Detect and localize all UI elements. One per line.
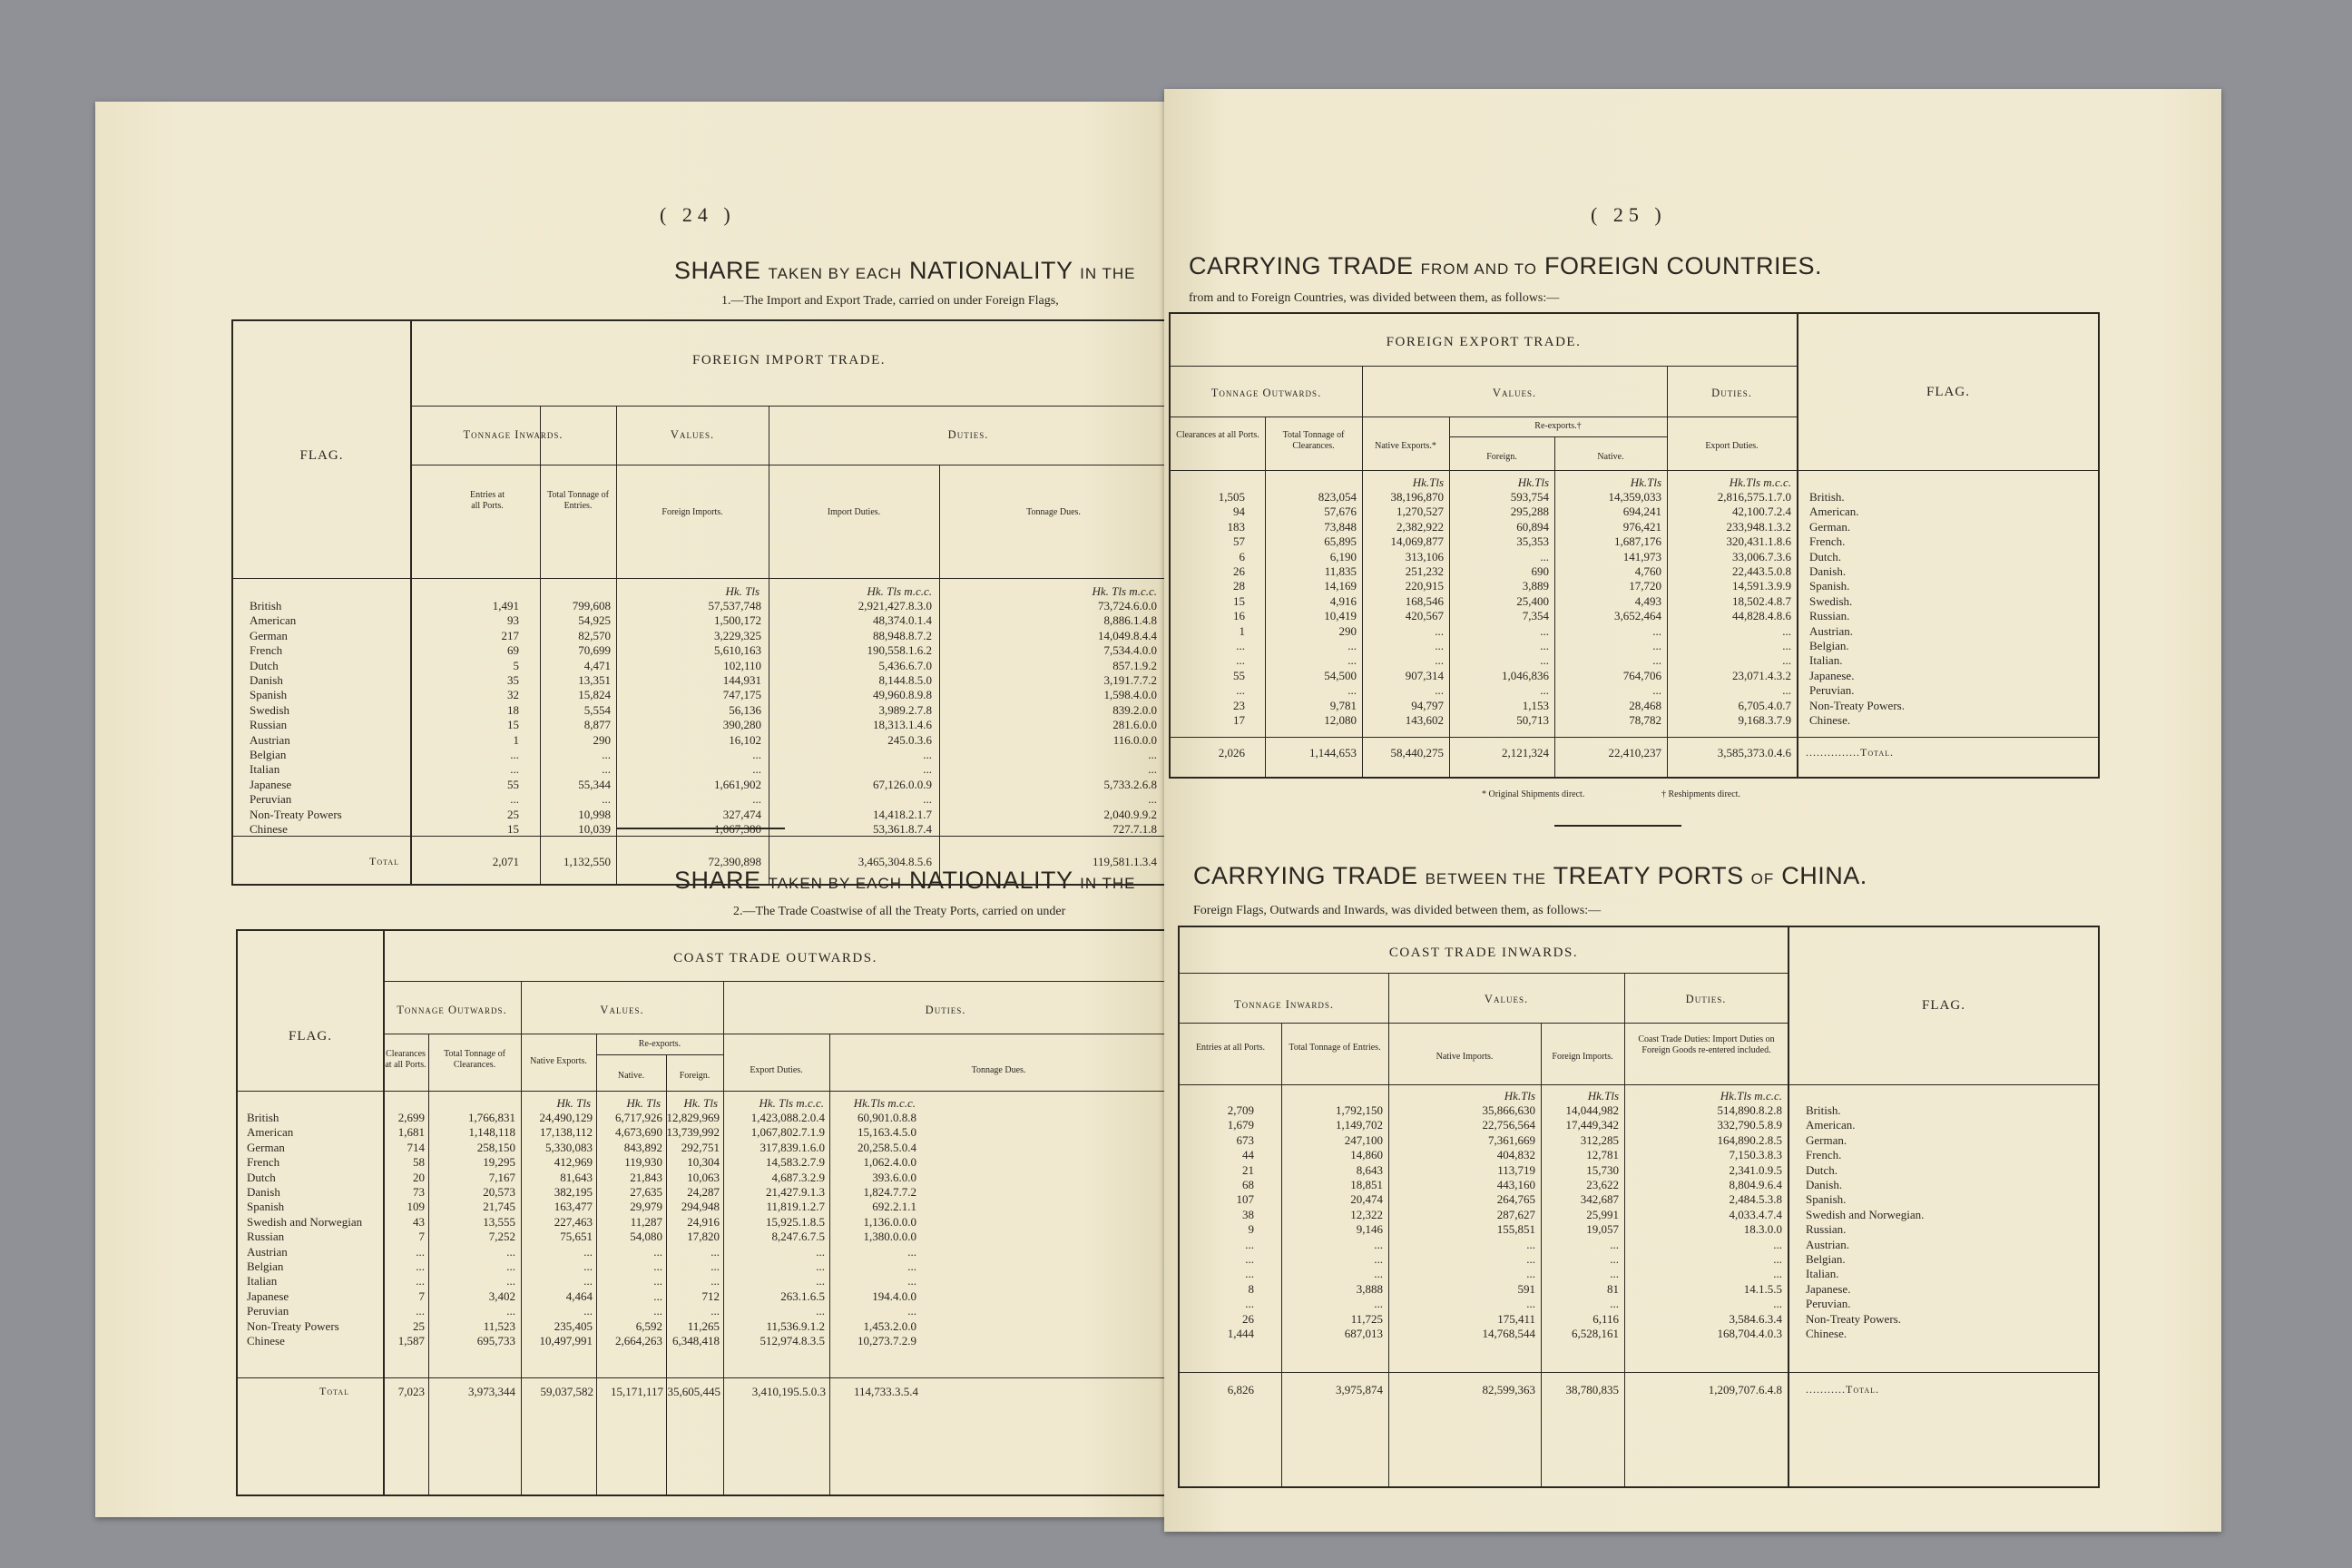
total-label: ...........Total. [1806,1383,1880,1396]
flag-column: British. American. German. French. Dutch. Danish. Spanish. Swedish and Norwegian. Russian. Austrian. Belgian. Italian. Japanese. Peruvian. Non-Treaty Powers. Chinese. [1806,1103,1925,1341]
clearances-column: 2,699 1,681 714 58 20 73 109 43 7 ... ... ... 7 ... 25 1,587 [397,1111,425,1348]
total-label: Total [319,1385,350,1397]
total-imports: 72,390,898 [708,855,761,868]
entries-header: Entries at all Ports. [469,490,505,511]
heading-word: SHARE [674,257,761,284]
coast-duties-column: 514,890.8.2.8 332,790.5.8.9 164,890.2.8.5 7,150.3.8.3 2,341.0.9.5 8,804.9.6.4 2,484.5.3.8 4,033.4.7.4 18.3.0.0 ... ... ... 14.1.5.5 ... 3,584.6.3.4 168,704.4.0.3 [1717,1103,1782,1341]
unit-label: Hk.Tls [1504,1089,1535,1102]
left-heading-2 [674,867,1136,895]
unit-label: Hk.Tls [1412,475,1444,489]
unit-label: Hk. Tls [683,1096,718,1110]
unit-label: Hk.Tls [1587,1089,1619,1102]
coast-in-title: COAST TRADE INWARDS. [1388,946,1579,960]
right-heading-1 [1189,252,1822,280]
foreign-import-table [231,319,1170,886]
foreign-imports-column: 14,044,982 17,449,342 312,285 12,781 15,730 23,622 342,687 25,991 19,057 ... ... ... 81 ... 6,116 6,528,161 [1565,1103,1619,1341]
values-header: Values. [1492,387,1537,399]
total-import-duties: 3,465,304.8.5.6 [858,855,932,868]
page-number-24: ( 24 ) [660,203,736,226]
total-tonnage-header: Total Tonnage of Clearances. [1282,430,1345,451]
total-tonnage: 1,132,550 [564,855,611,868]
tonnage-dues-header: Tonnage Dues. [1026,507,1081,517]
total-tonnage-header: Total Tonnage of Clearances. [444,1049,505,1070]
footnote-original: * Original Shipments direct. [1482,789,1585,799]
tonnage-outwards-header: Tonnage Outwards. [397,1004,507,1016]
native-imports-header: Native Imports. [1436,1052,1494,1062]
values-header: Values. [600,1004,644,1016]
total-clearances: 7,023 [397,1385,425,1398]
unit-label: Hk. Tls m.c.c. [759,1096,824,1110]
total-tonnage-dues: 119,581.1.3.4 [1092,855,1157,868]
left-subline-1: 1.—The Import and Export Trade, carried on under Foreign Flags, [721,294,1059,308]
duties-header: Duties. [947,428,989,441]
footnote-reshipments: † Reshipments direct. [1661,789,1740,799]
tonnage-column: 823,054 57,676 73,848 65,895 6,190 11,835 14,169 4,916 10,419 290 ... ... 54,500 ... 9,781 12,080 [1318,490,1357,728]
foreign-imports-header: Foreign Imports. [1552,1052,1613,1062]
native-column: 14,359,033 694,241 976,421 1,687,176 141,973 4,760 17,720 4,493 3,652,464 ... ... ... 764,706 ... 28,468 78,782 [1608,490,1661,728]
native-exports-column: 24,490,129 17,138,112 5,330,083 412,969 81,643 382,195 163,477 227,463 75,651 ... ... ... 4,464 ... 235,405 10,497,991 [539,1111,593,1348]
flag-column: British. American. German. French. Dutch. Danish. Spanish. Swedish. Russian. Austrian. Belgian. Italian. Japanese. Peruvian. Non-Treaty Powers. Chinese. [1809,490,1905,728]
heading-word: CARRYING TRADE [1189,252,1414,279]
heading-word: CHINA. [1781,862,1867,889]
import-duties-column: 2,921,427.8.3.0 48,374.0.1.4 88,948.8.7.2 190,558.1.6.2 5,436.6.7.0 8,144.8.5.0 49,960.8.9.8 3,989.2.7.8 18,313.1.4.6 245.0.3.6 ... ... 67,126.0.0.9 ... 14,418.2.1.7 53,361.8.7.4 [858,599,932,837]
foreign-column: 593,754 295,288 60,894 35,353 ... 690 3,889 25,400 7,354 ... ... ... 1,046,836 ... 1,153 50,713 [1502,490,1549,728]
heading-word: CARRYING TRADE [1193,862,1418,889]
total-native-exports: 59,037,582 [540,1385,593,1398]
coast-trade-outwards-table [236,929,1170,1496]
entries-header: Entries at all Ports. [1195,1043,1266,1053]
tonnage-column: 1,766,831 1,148,118 258,150 19,295 7,167 20,573 21,745 13,555 7,252 ... ... ... 3,402 ... 11,523 695,733 [468,1111,515,1348]
native-column: 6,717,926 4,673,690 843,892 119,930 21,843 27,635 29,979 11,287 54,080 ... ... ... ... ... 6,592 2,664,263 [615,1111,662,1348]
foreign-imports-column: 57,537,748 1,500,172 3,229,325 5,610,163 102,110 144,931 747,175 56,136 390,280 16,102 ... ... 1,661,902 ... 327,474 [708,599,761,821]
total-native-imports: 82,599,363 [1482,1383,1535,1396]
tonnage-inwards-header: Tonnage Inwards. [1233,998,1335,1011]
total-native: 22,410,237 [1608,746,1661,760]
flag-header: FLAG. [1922,998,1965,1013]
total-foreign-imports: 38,780,835 [1565,1383,1619,1396]
tonnage-inwards-header: Tonnage Inwards. [463,428,564,441]
total-native: 15,171,117 [610,1385,663,1398]
heading-word: NATIONALITY [909,867,1073,894]
coast-trade-inwards-table [1178,926,2100,1488]
heading-word: FROM AND TO [1420,260,1538,278]
unit-label: Hk.Tls [1517,475,1549,489]
total-label: ...............Total. [1806,746,1895,759]
heading-word: OF [1750,870,1775,887]
left-heading-1 [674,257,1136,285]
total-tonnage: 3,975,874 [1336,1383,1383,1396]
total-clearances: 2,026 [1218,746,1245,760]
total-coast-duties: 1,209,707.6.4.8 [1708,1383,1782,1396]
heading-word: TREATY PORTS [1553,862,1744,889]
unit-label: Hk. Tls [556,1096,591,1110]
left-page [95,102,1166,1517]
flag-header: FLAG. [299,448,344,463]
foreign-imports-header: Foreign Imports. [662,507,723,517]
total-label: Total [369,855,400,867]
clearances-header: Clearances at all Ports. [385,1049,426,1070]
export-duties-column: 1,423,088.2.0.4 1,067,802.7.1.9 317,839.1.6.0 14,583.2.7.9 4,687.3.2.9 21,427.9.1.3 11,819.1.2.7 15,925.1.8.5 8,247.6.7.5 ... ... ... 263.1.6.5 ... 11,536.9.1.2 512,974.8.3.5 [750,1111,825,1348]
clearances-header: Clearances at all Ports. [1176,430,1259,440]
native-header: Native. [1597,452,1624,462]
heading-word: IN THE [1080,875,1136,892]
unit-label: Hk.Tls m.c.c. [1720,1089,1782,1102]
heading-word: TAKEN BY EACH [768,875,903,892]
duties-header: Duties. [925,1004,966,1016]
tonnage-outwards-header: Tonnage Outwards. [1210,387,1322,399]
clearances-column: 1,505 94 183 57 6 26 28 15 16 1 ... ... 55 ... 23 17 [1218,490,1245,728]
unit-label: Hk. Tls m.c.c. [1092,584,1157,598]
flag-header: FLAG. [289,1029,332,1044]
import-duties-header: Import Duties. [827,507,881,517]
export-duties-header: Export Duties. [1705,441,1759,451]
total-tonnage-dues: 114,733.3.5.4 [853,1385,918,1398]
native-exports-column: 38,196,870 1,270,527 2,382,922 14,069,877 313,106 251,232 220,915 168,546 420,567 ... ... ... 907,314 ... 94,797 143,602 [1390,490,1444,728]
foreign-header: Foreign. [1486,452,1517,462]
total-entries: 2,071 [492,855,519,868]
values-header: Values. [670,428,715,441]
foreign-header: Foreign. [679,1071,710,1081]
total-tonnage-header: Total Tonnage of Entries. [1289,1043,1381,1053]
foreign-export-table [1169,312,2100,779]
flag-column: British American German French Dutch Danish Spanish Swedish Russian Austrian Belgian Italian Japanese Peruvian Non-Treaty Powers Chinese [250,599,342,837]
total-tonnage: 1,144,653 [1309,746,1357,760]
divider [1554,825,1681,827]
page-number-25: ( 25 ) [1591,203,1667,226]
heading-word: IN THE [1080,265,1136,282]
native-imports-column: 35,866,630 22,756,564 7,361,669 404,832 113,719 443,160 264,765 287,627 155,851 ... ... ... 591 ... 175,411 14,768,544 [1482,1103,1535,1341]
total-entries: 6,826 [1227,1383,1254,1396]
unit-label: Hk.Tls [1630,475,1661,489]
total-export-duties: 3,585,373.0.4.6 [1717,746,1791,760]
total-tonnage: 3,973,344 [468,1385,515,1398]
entries-column: 2,709 1,679 673 44 21 68 107 38 9 ... ... ... 8 ... 26 1,444 [1227,1103,1254,1341]
heading-word: FOREIGN COUNTRIES. [1544,252,1823,279]
heading-word: NATIONALITY [909,257,1073,284]
tonnage-dues-header: Tonnage Dues. [971,1065,1026,1075]
total-export-duties: 3,410,195.5.0.3 [751,1385,826,1398]
coast-duties-header: Coast Trade Duties: Import Duties on Foreign Goods re-entered included. [1638,1034,1775,1055]
flag-column: British American German French Dutch Danish Spanish Swedish and Norwegian Russian Austrian Belgian Italian Japanese Peruvian Non-Treaty Powers Chinese [247,1111,363,1348]
right-page [1164,89,2221,1532]
unit-label: Hk.Tls m.c.c. [853,1096,916,1110]
tonnage-dues-column: 60,901.0.8.8 15,163.4.5.0 20,258.5.0.4 1,062.4.0.0 393.6.0.0 1,824.7.7.2 692.2.1.1 1,136.0.0.0 1,380.0.0.0 ... ... ... 194.4.0.0 ... 1,453.2.0.0 10,273.7.2.9 [858,1111,916,1348]
right-heading-2 [1193,862,1867,890]
total-tonnage-header: Total Tonnage of Entries. [547,490,609,511]
right-subline-1: from and to Foreign Countries, was divided between them, as follows:— [1189,291,1560,305]
foreign-column: 12,829,969 13,739,992 292,751 10,304 10,063 24,287 294,948 24,916 17,820 ... ... ... 712 ... 11,265 6,348,418 [666,1111,720,1348]
heading-word: TAKEN BY EACH [768,265,903,282]
export-table-title: FOREIGN EXPORT TRADE. [1386,335,1582,349]
entries-column: 1,491 93 217 69 5 35 32 18 15 1 ... ... 55 ... 25 15 [492,599,519,837]
tonnage-column: 799,608 54,925 82,570 70,699 4,471 13,351 15,824 5,554 8,877 290 ... ... 55,344 ... 10,998 10,039 [572,599,611,837]
native-header: Native. [617,1071,645,1081]
heading-word: SHARE [674,867,761,894]
total-native-exports: 58,440,275 [1390,746,1444,760]
duties-header: Duties. [1685,993,1727,1005]
unit-label: Hk.Tls m.c.c. [1729,475,1791,489]
coast-out-title: COAST TRADE OUTWARDS. [673,951,877,965]
left-subline-2: 2.—The Trade Coastwise of all the Treaty Ports, carried on under [733,905,1066,918]
total-foreign: 2,121,324 [1502,746,1549,760]
unit-label: Hk. Tls m.c.c. [867,584,932,598]
total-foreign: 35,605,445 [667,1385,720,1398]
export-duties-column: 2,816,575.1.7.0 42,100.7.2.4 233,948.1.3.2 320,431.1.8.6 33,006.7.3.6 22,443.5.0.8 14,591.3.9.9 18,502.4.8.7 44,828.4.8.6 ... ... ... 23,071.4.3.2 ... 6,705.4.0.7 9,168.3.7.9 [1717,490,1791,728]
native-exports-header: Native Exports. [530,1056,587,1066]
import-table-title: FOREIGN IMPORT TRADE. [692,353,886,368]
duties-header: Duties. [1711,387,1752,399]
tonnage-dues-column: 73,724.6.0.0 8,886.1.4.8 14,049.8.4.4 7,534.4.0.0 857.1.9.2 3,191.7.7.2 1,598.4.0.0 839.2.0.0 281.6.0.0 116.0.0.0 ... ... 5,733.2.6.8 ... 2,040.9.9.2 727.7.1.8 [1098,599,1157,837]
unit-label: Hk. Tls [725,584,760,598]
values-header: Values. [1484,993,1529,1005]
flag-header: FLAG. [1926,385,1970,399]
heading-word: BETWEEN THE [1425,870,1547,887]
divider [617,828,785,829]
reexports-header: Re-exports. [638,1039,681,1049]
export-duties-header: Export Duties. [750,1065,803,1075]
unit-label: Hk. Tls [626,1096,661,1110]
tonnage-column: 1,792,150 1,149,702 247,100 14,860 8,643 18,851 20,474 12,322 9,146 ... ... ... 3,888 ... 11,725 687,013 [1336,1103,1383,1341]
native-exports-header: Native Exports.* [1375,441,1436,451]
reexports-header: Re-exports.† [1534,421,1582,431]
right-subline-2: Foreign Flags, Outwards and Inwards, was divided between them, as follows:— [1193,904,1602,917]
